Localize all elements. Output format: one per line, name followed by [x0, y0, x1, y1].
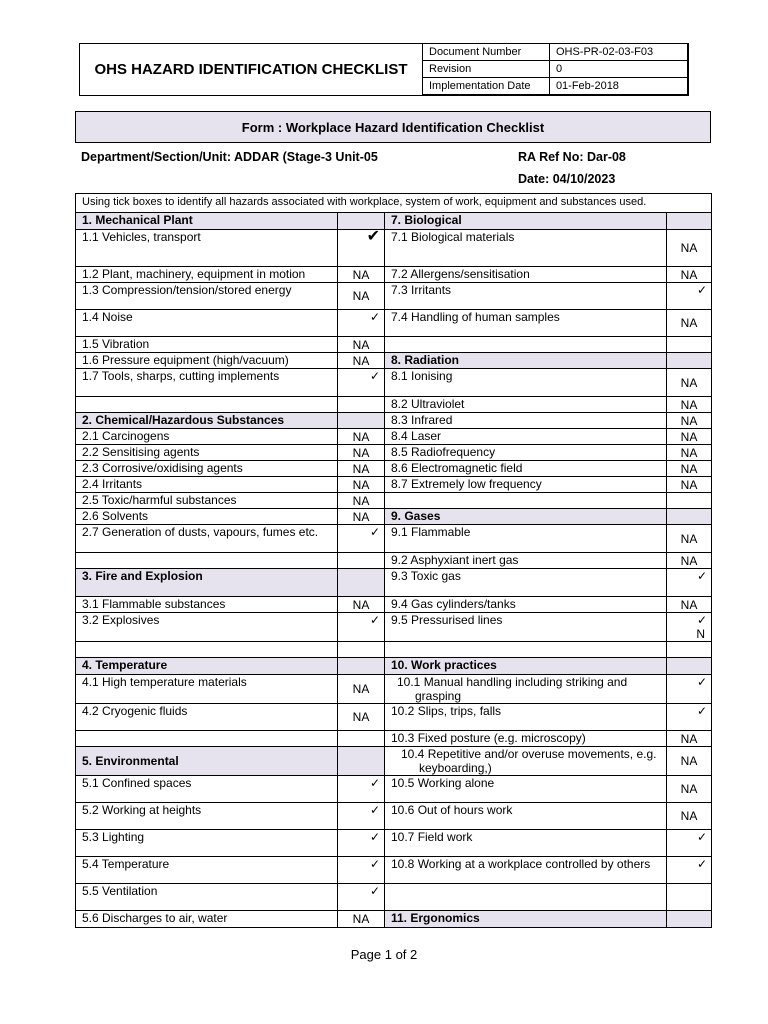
- checklist-instructions: Using tick boxes to identify all hazards associated with workplace, system of work, equipment and substances used.: [76, 194, 712, 213]
- section-header: 8. Radiation: [385, 353, 667, 369]
- empty-cell: [76, 642, 338, 658]
- checkbox-ticked[interactable]: [667, 613, 712, 642]
- checklist-item: 2.1 Carcinogens: [76, 429, 338, 445]
- checkbox-na[interactable]: NA: [667, 747, 712, 776]
- checklist-item: 7.2 Allergens/sensitisation: [385, 267, 667, 283]
- checkbox-na[interactable]: NA: [338, 477, 385, 493]
- section-header: 7. Biological: [385, 213, 667, 230]
- checklist-item: 1.2 Plant, machinery, equipment in motion: [76, 267, 338, 283]
- section-mark-cell: [667, 213, 712, 230]
- empty-cell: [667, 493, 712, 509]
- checklist-item: 2.3 Corrosive/oxidising agents: [76, 461, 338, 477]
- section-header: 3. Fire and Explosion: [76, 569, 338, 597]
- checklist-item: 2.4 Irritants: [76, 477, 338, 493]
- empty-cell: [338, 731, 385, 747]
- checkbox-ticked[interactable]: ✓: [667, 283, 712, 310]
- checklist-item: 8.4 Laser: [385, 429, 667, 445]
- checkbox-na[interactable]: NA: [667, 776, 712, 803]
- empty-cell: [667, 337, 712, 353]
- checklist-item: 8.3 Infrared: [385, 413, 667, 429]
- checklist-item: 10.3 Fixed posture (e.g. microscopy): [385, 731, 667, 747]
- checkbox-ticked[interactable]: ✓: [338, 830, 385, 857]
- checkbox-na[interactable]: NA: [667, 525, 712, 553]
- truncated-na-mark: N: [696, 627, 706, 641]
- checklist-item: 2.2 Sensitising agents: [76, 445, 338, 461]
- checklist-item: 10.8 Working at a workplace controlled by others: [385, 857, 667, 884]
- form-title: Form : Workplace Hazard Identification Checklist: [75, 111, 711, 143]
- checklist-item: 9.1 Flammable: [385, 525, 667, 553]
- empty-cell: [385, 884, 667, 911]
- checkbox-ticked[interactable]: ✓: [667, 830, 712, 857]
- section-header: 10. Work practices: [385, 658, 667, 675]
- revision-label: Revision: [423, 61, 550, 78]
- checkbox-ticked[interactable]: ✓: [667, 857, 712, 884]
- checklist-item: 7.3 Irritants: [385, 283, 667, 310]
- date-field: Date: 04/10/2023: [518, 172, 616, 186]
- checklist-item: 10.4 Repetitive and/or overuse movements, e.g. keyboarding,): [385, 747, 667, 776]
- checklist-item: 9.4 Gas cylinders/tanks: [385, 597, 667, 613]
- empty-cell: [385, 642, 667, 658]
- checklist-item: 5.3 Lighting: [76, 830, 338, 857]
- section-header: 11. Ergonomics: [385, 911, 667, 928]
- checkbox-na[interactable]: NA: [667, 310, 712, 337]
- checklist-item: 1.7 Tools, sharps, cutting implements: [76, 369, 338, 397]
- checkbox-na[interactable]: NA: [338, 337, 385, 353]
- checklist-item: 2.7 Generation of dusts, vapours, fumes etc.: [76, 525, 338, 553]
- checklist-item: 2.6 Solvents: [76, 509, 338, 525]
- checkbox-na[interactable]: NA: [667, 445, 712, 461]
- department-field: Department/Section/Unit: ADDAR (Stage-3 Unit-05: [81, 150, 378, 164]
- checklist-item: 8.5 Radiofrequency: [385, 445, 667, 461]
- section-mark-cell: [338, 747, 385, 776]
- section-mark-cell: [667, 658, 712, 675]
- checklist-item: 10.1 Manual handling including striking and grasping: [385, 675, 667, 704]
- section-header: 1. Mechanical Plant: [76, 213, 338, 230]
- hazard-checklist-table: [75, 193, 712, 928]
- checkbox-na[interactable]: NA: [338, 704, 385, 731]
- checklist-item: 8.7 Extremely low frequency: [385, 477, 667, 493]
- checklist-item: 8.2 Ultraviolet: [385, 397, 667, 413]
- section-mark-cell: [667, 353, 712, 369]
- checklist-item: 2.5 Toxic/harmful substances: [76, 493, 338, 509]
- checklist-item: 5.4 Temperature: [76, 857, 338, 884]
- checklist-item: 9.2 Asphyxiant inert gas: [385, 553, 667, 569]
- checklist-item: 8.6 Electromagnetic field: [385, 461, 667, 477]
- checklist-item: 1.6 Pressure equipment (high/vacuum): [76, 353, 338, 369]
- section-mark-cell: [338, 569, 385, 597]
- checkbox-na[interactable]: NA: [338, 283, 385, 310]
- checklist-item: 7.1 Biological materials: [385, 230, 667, 267]
- section-mark-cell: [338, 413, 385, 429]
- checklist-item: 5.1 Confined spaces: [76, 776, 338, 803]
- checkbox-na[interactable]: NA: [667, 397, 712, 413]
- empty-cell: [667, 642, 712, 658]
- section-mark-cell: [338, 658, 385, 675]
- checkbox-ticked[interactable]: ✓: [338, 310, 385, 337]
- checklist-item: 10.6 Out of hours work: [385, 803, 667, 830]
- implementation-date-label: Implementation Date: [423, 78, 550, 95]
- checklist-item: 8.1 Ionising: [385, 369, 667, 397]
- checkbox-ticked[interactable]: ✓: [338, 776, 385, 803]
- checkbox-na[interactable]: NA: [338, 911, 385, 928]
- checkbox-na[interactable]: NA: [667, 803, 712, 830]
- empty-cell: [667, 884, 712, 911]
- checklist-item: 9.3 Toxic gas: [385, 569, 667, 597]
- section-header: 2. Chemical/Hazardous Substances: [76, 413, 338, 429]
- checkbox-ticked[interactable]: ✓: [338, 803, 385, 830]
- checklist-item: 1.3 Compression/tension/stored energy: [76, 283, 338, 310]
- checkbox-na[interactable]: NA: [338, 429, 385, 445]
- checkbox-na[interactable]: NA: [667, 267, 712, 283]
- checkbox-ticked[interactable]: ✓: [338, 525, 385, 553]
- checklist-item: 10.2 Slips, trips, falls: [385, 704, 667, 731]
- section-header: 9. Gases: [385, 509, 667, 525]
- empty-cell: [338, 397, 385, 413]
- checkbox-ticked[interactable]: ✓: [338, 613, 385, 642]
- page-number: Page 1 of 2: [350, 947, 418, 962]
- checkbox-na[interactable]: NA: [338, 597, 385, 613]
- empty-cell: [385, 337, 667, 353]
- empty-cell: [76, 397, 338, 413]
- checkbox-na[interactable]: NA: [667, 461, 712, 477]
- ra-ref-field: RA Ref No: Dar-08: [518, 150, 626, 164]
- section-mark-cell: [338, 213, 385, 230]
- doc-number-value: OHS-PR-02-03-F03: [549, 44, 687, 61]
- section-header: 4. Temperature: [76, 658, 338, 675]
- checklist-item: 5.5 Ventilation: [76, 884, 338, 911]
- checklist-item: 3.2 Explosives: [76, 613, 338, 642]
- checkbox-na[interactable]: NA: [667, 429, 712, 445]
- section-mark-cell: [667, 509, 712, 525]
- checkbox-na[interactable]: NA: [338, 445, 385, 461]
- doc-number-label: Document Number: [423, 44, 550, 61]
- checkbox-ticked[interactable]: ✓: [667, 569, 712, 597]
- checklist-item: 4.1 High temperature materials: [76, 675, 338, 704]
- tick-mark: ✓: [696, 613, 708, 627]
- revision-value: 0: [549, 61, 687, 78]
- checklist-item: 4.2 Cryogenic fluids: [76, 704, 338, 731]
- implementation-date-value: 01-Feb-2018: [549, 78, 687, 95]
- checklist-item: 9.5 Pressurised lines: [385, 613, 667, 642]
- checkbox-na[interactable]: NA: [667, 597, 712, 613]
- checklist-item: 10.7 Field work: [385, 830, 667, 857]
- checklist-item: 5.6 Discharges to air, water: [76, 911, 338, 928]
- empty-cell: [338, 553, 385, 569]
- empty-cell: [338, 642, 385, 658]
- checklist-item: 3.1 Flammable substances: [76, 597, 338, 613]
- section-mark-cell: [667, 911, 712, 928]
- checklist-item: 7.4 Handling of human samples: [385, 310, 667, 337]
- checkbox-na[interactable]: NA: [338, 675, 385, 704]
- empty-cell: [76, 553, 338, 569]
- checkbox-ticked[interactable]: ✓: [338, 369, 385, 397]
- checklist-item: 1.5 Vibration: [76, 337, 338, 353]
- checkbox-na[interactable]: NA: [667, 413, 712, 429]
- checkbox-na[interactable]: NA: [667, 477, 712, 493]
- document-title: OHS HAZARD IDENTIFICATION CHECKLIST: [94, 61, 408, 78]
- checklist-item: 10.5 Working alone: [385, 776, 667, 803]
- checklist-item: 1.4 Noise: [76, 310, 338, 337]
- checkbox-na[interactable]: NA: [667, 553, 712, 569]
- empty-cell: [76, 731, 338, 747]
- checklist-item: 1.1 Vehicles, transport: [76, 230, 338, 267]
- document-header: [79, 43, 689, 96]
- checkbox-na[interactable]: NA: [338, 267, 385, 283]
- checkbox-na[interactable]: NA: [338, 509, 385, 525]
- document-control-table: [422, 43, 688, 95]
- checkbox-na[interactable]: NA: [667, 369, 712, 397]
- empty-cell: [385, 493, 667, 509]
- checkbox-ticked[interactable]: ✓: [667, 675, 712, 704]
- checkbox-na[interactable]: NA: [667, 731, 712, 747]
- checkbox-na[interactable]: NA: [338, 461, 385, 477]
- checkbox-ticked[interactable]: ✓: [338, 857, 385, 884]
- checkbox-ticked[interactable]: ✔: [338, 230, 385, 267]
- checkbox-na[interactable]: NA: [667, 230, 712, 267]
- checkbox-ticked[interactable]: ✓: [667, 704, 712, 731]
- checkbox-na[interactable]: NA: [338, 493, 385, 509]
- checkbox-ticked[interactable]: ✓: [338, 884, 385, 911]
- checklist-item: 5.2 Working at heights: [76, 803, 338, 830]
- section-header: 5. Environmental: [76, 747, 338, 776]
- checkbox-na[interactable]: NA: [338, 353, 385, 369]
